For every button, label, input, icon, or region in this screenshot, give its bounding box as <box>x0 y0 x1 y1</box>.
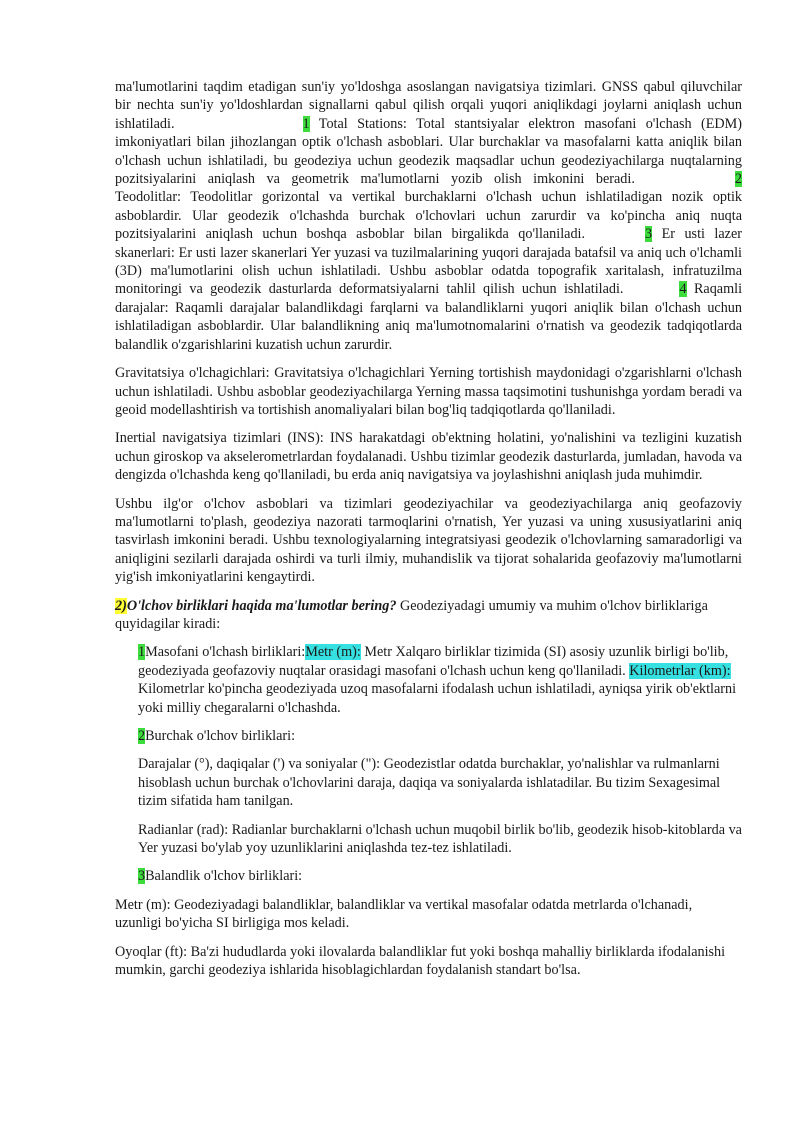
total-stations-text: Total Stations: Total stantsiyalar elektron masofani o'lchash (EDM) imkoniyatlari bilan jihozlangan optik o'lchash asboblari. Ular burchaklar va masofalarni katta aniqlik bilan o'lchash uchun ishlatiladi, bu geodeziya uchun geodezik maqsadlar uchun geodeziyachilarga nuqtalarning pozitsiyalarini aniqlash va geometrik ma'lumotlarni yozib olish imkonini beradi. <box>115 115 742 188</box>
question-number: 2) <box>115 597 127 614</box>
digital-levels-text: Raqamli darajalar: Raqamli darajalar balandlikdagi farqlarni va balandliklarni yuqori aniqlik bilan o'lchash uchun ishlatiladigan asboblardir. Ular balandlikning aniq ma'lumotnomalarini o'rnatish va geodezik tadqiqotlarda balandlik o'zgarishlarini kuzatish uchun zarurdir. <box>115 281 743 353</box>
angle-title: Burchak o'lchov birliklari: <box>145 728 296 744</box>
item-number-1: 1 <box>302 115 310 132</box>
instruments-paragraph <box>115 78 742 354</box>
question-text: O'lchov birliklari haqida ma'lumotlar bering? <box>126 597 397 614</box>
question-2-paragraph <box>115 597 742 634</box>
distance-units-paragraph <box>138 643 742 717</box>
distance-number: 1 <box>138 644 146 661</box>
laser-scanners-text: Er usti lazer skanerlari: Er usti lazer skanerlari Yer yuzasi va tuzilmalarining yuqori darajada batafsil va aniq uch o'lchamli (3D) ma'lumotlarini olish uchun ishlatiladi. Ushbu asboblar odatda topografik xaritalash, infratuzilma monitoringi va geodezik dasturlarda deformatsiyalarni tahlil qilish uchun ishlatiladi. <box>115 226 742 298</box>
question-answer-intro: Geodeziyadagi umumiy va muhim o'lchov birliklariga quyidagilar kiradi: <box>115 597 708 632</box>
item-number-2: 2 <box>734 171 742 188</box>
height-units-heading <box>138 867 742 885</box>
height-feet-paragraph: Oyoqlar (ft): Ba'zi hududlarda yoki ilovalarda balandliklar fut yoki boshqa mahalliy birliklarda ifodalanishi mumkin, garchi geodeziya ishlarida hisoblagichlardan foydalanish standart bo'lsa. <box>115 943 726 979</box>
height-metr-paragraph: Metr (m): Geodeziyadagi balandliklar, balandliklar va vertikal masofalar odatda metrlarda o'lchanadi, uzunligi bo'yicha SI birligiga mos keladi. <box>115 896 693 932</box>
angle-units-heading <box>138 727 742 745</box>
gravimeters-paragraph: Gravitatsiya o'lchagichlari: Gravitatsiya o'lchagichlari Yerning tortishish maydonidagi o'zgarishlarni o'lchash uchun ishlatiladi. Ushbu asboblar geodeziyachilarga Yerning massa taqsimotini tushunishga yordam beradi va geoid modellashtirish va tortishish anomaliyalari bilan bog'liq tadqiqotlarda qo'llaniladi. <box>115 365 742 418</box>
radians-paragraph: Radianlar (rad): Radianlar burchaklarni o'lchash uchun muqobil birlik bo'lib, geodezik hisob-kitoblarda va Yer yuzasi bo'ylab yoy uzunliklarini aniqlashda tez-tez ishlatiladi. <box>138 821 742 857</box>
summary-paragraph: Ushbu ilg'or o'lchov asboblari va tizimlari geodeziyachilar va geodeziyachilarga aniq geofazoviy ma'lumotlarni to'plash, geodeziya nazorati tarmoqlarini o'rnatish, Yer yuzasi va uning xususiyatlarini aniq tasvirlash imkonini beradi. Ushbu texnologiyalarning integratsiyasi geodezik o'lchovlarning samaradorligi va aniqligini sezilarli darajada oshirdi va turli ilmiy, muhandislik va tijorat sohalarida geofazoviy ma'lumotlarni yig'ish imkoniyatlarini kengaytirdi. <box>115 495 742 586</box>
metr-description: Metr Xalqaro birliklar tizimida (SI) asosiy uzunlik birligi bo'lib, geodeziyada geofazoviy nuqtalar orasidagi masofani o'lchash uchun keng qo'llaniladi. <box>138 644 729 679</box>
gnss-text: ma'lumotlarini taqdim etadigan sun'iy yo'ldoshga asoslangan navigatsiya tizimlari. GNSS qabul qiluvchilar bir nechta sun'iy yo'ldoshlardan signallarni qabul qilish orqali yuqori aniqlikdagi joylarni aniqlash uchun ishlatiladi. <box>115 79 742 132</box>
theodolites-text: Teodolitlar: Teodolitlar gorizontal va vertikal burchaklarni o'lchash uchun ishlatiladigan nozik optik asboblardir. Ular geodezik o'lchashda burchak o'lchovlari uchun zarurdir va ko'pincha aniq nuqta pozitsiyalarini aniqlash uchun boshqa asboblar bilan birgalikda qo'llaniladi. <box>115 189 742 243</box>
item-number-3: 3 <box>645 226 653 243</box>
metr-term: Metr (m): <box>305 644 361 661</box>
distance-title: Masofani o'lchash birliklari: <box>145 644 306 661</box>
ins-paragraph: Inertial navigatsiya tizimlari (INS): INS harakatdagi ob'ektning holatini, yo'nalishini va tezligini kuzatish uchun giroskop va akselerometrlardan foydalanadi. Ushbu tizimlar geodezik dasturlarda, jumladan, havoda va dengizda o'lchashda keng qo'llaniladi, bu erda aniq navigatsiya va joylashishni aniqlash juda muhimdir. <box>115 430 742 484</box>
kilometr-term: Kilometrlar (km): <box>629 662 731 679</box>
height-title: Balandlik o'lchov birliklari: <box>145 868 303 885</box>
height-number: 3 <box>138 868 146 885</box>
angle-number: 2 <box>138 728 146 744</box>
degrees-paragraph: Darajalar (°), daqiqalar (') va soniyalar ("): Geodezistlar odatda burchaklar, yo'nalishlar va rulmanlarni hisoblash uchun burchak o'lchovlarini daraja, daqiqa va soniyalarda ishlatadilar. Bu tizim Sexagesimal tizim sifatida ham tanilgan. <box>138 756 721 810</box>
item-number-4: 4 <box>679 281 687 298</box>
kilometr-description: Kilometrlar ko'pincha geodeziyada uzoq masofalarni ifodalash uchun ishlatiladi, ayniqsa yirik ob'ektlarni yoki milliy chegaralarni o'lchashda. <box>138 681 737 716</box>
